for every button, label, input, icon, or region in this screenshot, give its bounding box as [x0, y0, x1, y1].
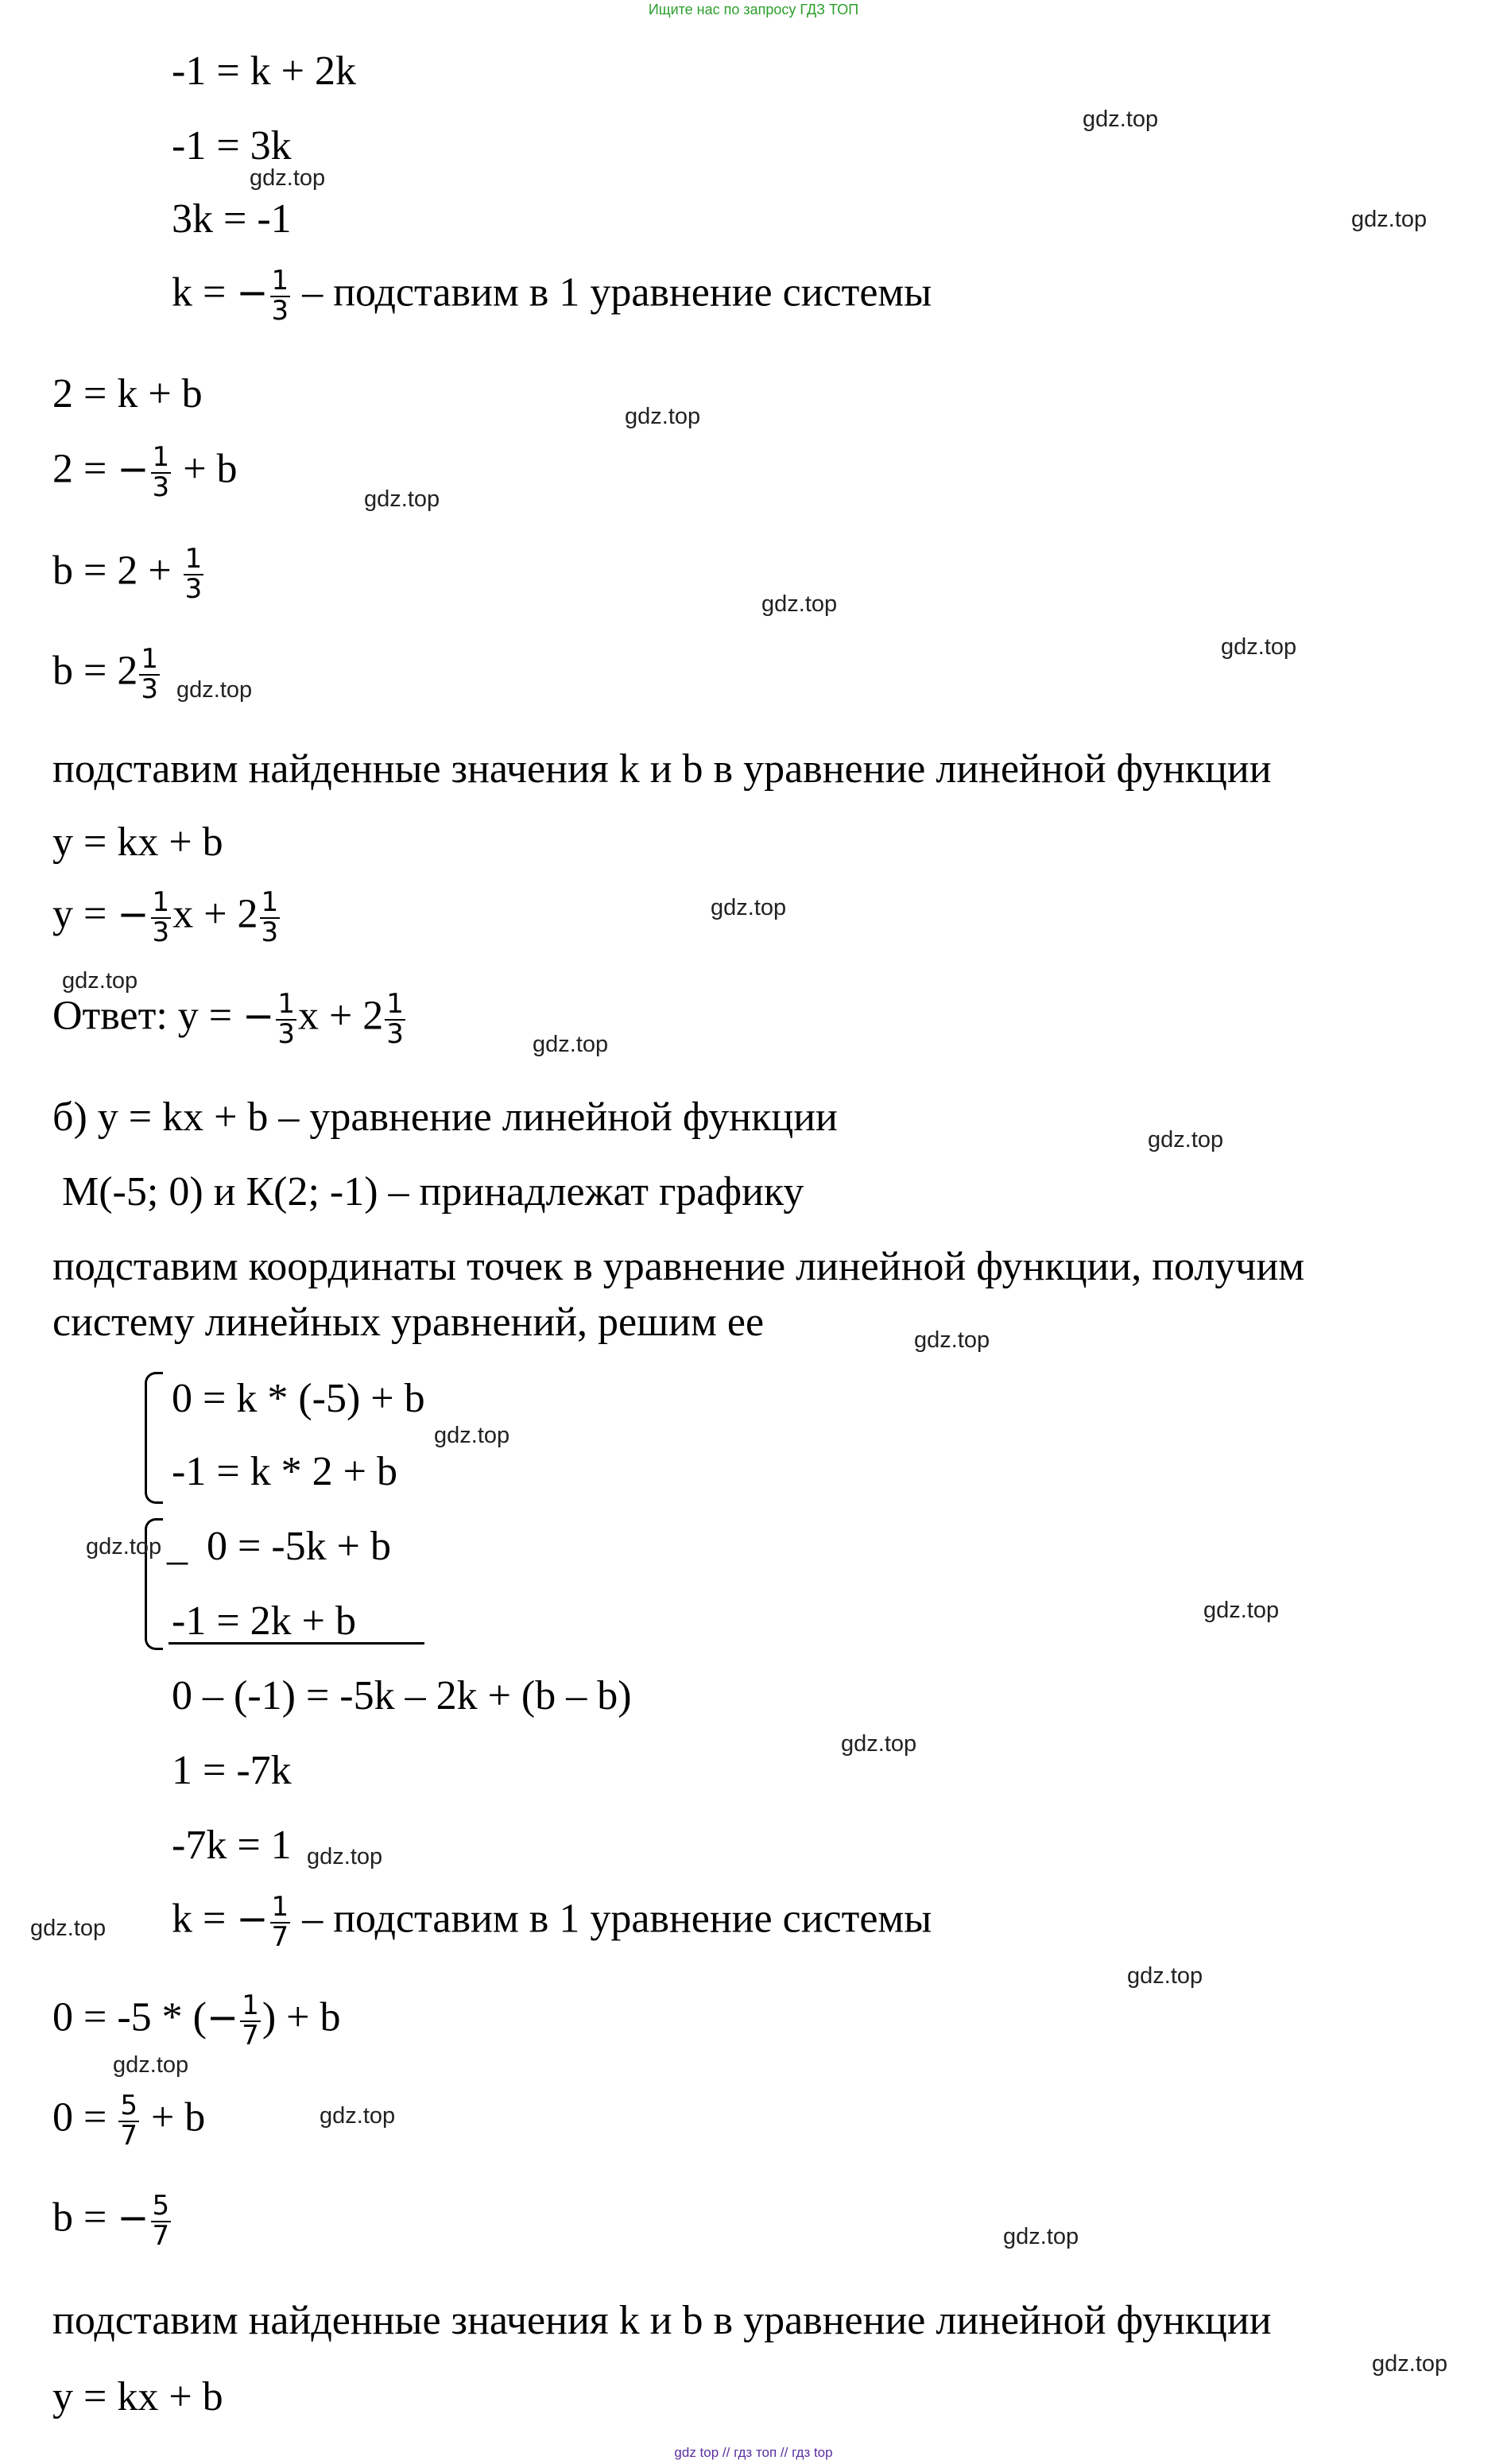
equation-text: y = — [52, 891, 118, 937]
equation-text: k = — [172, 269, 237, 316]
answer-line — [52, 990, 407, 1048]
minus-sign: − — [236, 270, 269, 316]
equation-line — [52, 886, 281, 948]
equation-text: + b — [172, 446, 238, 492]
watermark: gdz.top — [250, 165, 326, 191]
equation-text: 1 = -7k — [172, 1748, 292, 1793]
text-line — [52, 2300, 1272, 2342]
fraction: $\frac{1}{3}$ — [261, 886, 279, 948]
fraction: $\frac{1}{3}$ — [184, 543, 203, 605]
equation-line — [172, 1893, 932, 1951]
watermark: gdz.top — [434, 1423, 510, 1448]
equation-text: x + 2 — [297, 993, 384, 1039]
equation-text: – подставим в 1 уравнение системы — [292, 1896, 932, 1942]
equation-line — [172, 123, 292, 169]
equation-line — [207, 1526, 391, 1567]
equation-line — [52, 371, 203, 416]
subtraction-underline — [169, 1642, 424, 1645]
watermark: gdz.top — [1351, 207, 1428, 232]
equation-line — [172, 1598, 356, 1644]
minus-sign: − — [117, 892, 149, 937]
watermark: gdz.top — [307, 1844, 383, 1869]
watermark: gdz.top — [1083, 107, 1159, 132]
equation-text: + b — [140, 2094, 206, 2141]
minus-sign: − — [117, 447, 149, 492]
watermark: gdz.top — [113, 2052, 189, 2078]
watermark: gdz.top — [364, 486, 440, 512]
equation-line — [52, 1989, 341, 2051]
equation-line — [172, 1451, 397, 1493]
watermark: gdz.top — [1372, 2351, 1448, 2377]
paragraph-text: подставим координаты точек в уравнение линейной функции, получим — [52, 1244, 1305, 1289]
text-line — [52, 1094, 838, 1140]
fraction: $\frac{1}{7}$ — [242, 1989, 259, 2051]
equation-text: x + 2 — [172, 891, 258, 937]
equation-text: – подставим в 1 уравнение системы — [292, 269, 932, 316]
bottom-footer: gdz top // гдз топ // гдз top — [674, 2445, 833, 2460]
equation-text: 0 = — [52, 2094, 118, 2141]
equation-line — [172, 1673, 632, 1718]
watermark: gdz.top — [711, 895, 787, 920]
fraction: $\frac{5}{7}$ — [152, 2190, 170, 2252]
watermark: gdz.top — [761, 591, 838, 617]
equation-text: -7k = 1 — [172, 1823, 292, 1868]
equation-line — [52, 2092, 205, 2150]
subtraction-sign — [167, 1526, 188, 1567]
equation-line — [52, 441, 238, 503]
equation-text: Ответ: y = — [52, 993, 243, 1039]
paragraph-text: б) y = kx + b – уравнение линейной функции — [52, 1094, 838, 1140]
minus-sign: − — [117, 2195, 149, 2241]
equation-line — [172, 267, 932, 325]
equation-line — [52, 545, 205, 603]
equation-line — [172, 1378, 425, 1420]
equation-line — [172, 1825, 292, 1866]
text-line — [52, 1302, 764, 1343]
equation-line — [52, 819, 223, 865]
system-brace — [145, 1372, 163, 1504]
fraction: $\frac{1}{3}$ — [386, 988, 404, 1050]
fraction: $\frac{1}{3}$ — [152, 886, 170, 948]
equation-text: 0 = -5k + b — [207, 1524, 391, 1569]
equation-line — [52, 2374, 223, 2419]
fraction: $\frac{1}{3}$ — [152, 441, 170, 503]
equation-text: 0 – (-1) = -5k – 2k + (b – b) — [172, 1673, 632, 1718]
equation-line — [172, 196, 292, 242]
paragraph-text: систему линейных уравнений, решим ее — [52, 1300, 765, 1345]
text-line — [52, 746, 1272, 792]
equation-text: 3k = -1 — [172, 196, 292, 242]
equation-line — [172, 48, 356, 94]
equation-line — [52, 645, 161, 703]
watermark: gdz.top — [625, 404, 701, 429]
watermark: gdz.top — [86, 1534, 162, 1559]
equation-text: b = 2 — [52, 648, 138, 694]
equation-text: b = 2 + — [52, 548, 182, 594]
equation-text: y = kx + b — [52, 819, 223, 865]
text-line — [52, 1246, 1304, 1288]
minus-operator: _ — [167, 1524, 188, 1569]
fraction: $\frac{5}{7}$ — [120, 2090, 138, 2152]
equation-line — [52, 2192, 172, 2250]
watermark: gdz.top — [914, 1327, 990, 1353]
fraction: $\frac{1}{3}$ — [277, 988, 295, 1050]
equation-line — [172, 1750, 292, 1792]
equation-text: k = — [172, 1896, 237, 1942]
watermark: gdz.top — [1003, 2224, 1079, 2249]
equation-text: ) + b — [261, 1994, 341, 2040]
paragraph-text: подставим найденные значения k и b в уравнение линейной функции — [52, 746, 1272, 792]
equation-text: b = — [52, 2195, 118, 2241]
watermark: gdz.top — [1148, 1127, 1224, 1153]
watermark: gdz.top — [533, 1032, 609, 1057]
watermark: gdz.top — [1127, 1963, 1203, 1989]
equation-text: y = kx + b — [52, 2374, 223, 2419]
equation-text: 0 = -5 * ( — [52, 1994, 207, 2040]
equation-text: 2 = k + b — [52, 371, 203, 416]
watermark: gdz.top — [841, 1731, 917, 1757]
paragraph-text: М(-5; 0) и К(2; -1) – принадлежат графику — [62, 1169, 804, 1215]
watermark: gdz.top — [176, 677, 253, 703]
watermark: gdz.top — [1221, 634, 1297, 660]
minus-sign: − — [242, 994, 275, 1039]
minus-sign: − — [206, 1995, 239, 2040]
equation-text: -1 = k * 2 + b — [172, 1449, 397, 1494]
minus-sign: − — [236, 1896, 269, 1942]
equation-text: -1 = 2k + b — [172, 1598, 356, 1644]
watermark: gdz.top — [320, 2103, 396, 2129]
equation-text: -1 = 3k — [172, 123, 292, 169]
top-banner: Ищите нас по запросу ГДЗ ТОП — [648, 2, 859, 17]
fraction: $\frac{1}{7}$ — [271, 1891, 289, 1953]
equation-text: -1 = k + 2k — [172, 48, 356, 94]
watermark: gdz.top — [1203, 1598, 1280, 1623]
equation-text: 2 = — [52, 446, 118, 492]
fraction: $\frac{1}{3}$ — [271, 265, 289, 327]
fraction: $\frac{1}{3}$ — [141, 643, 158, 705]
text-line — [62, 1169, 804, 1215]
equation-text: 0 = k * (-5) + b — [172, 1376, 425, 1421]
watermark: gdz.top — [62, 968, 138, 994]
paragraph-text: подставим найденные значения k и b в уравнение линейной функции — [52, 2298, 1272, 2343]
watermark: gdz.top — [30, 1916, 107, 1941]
